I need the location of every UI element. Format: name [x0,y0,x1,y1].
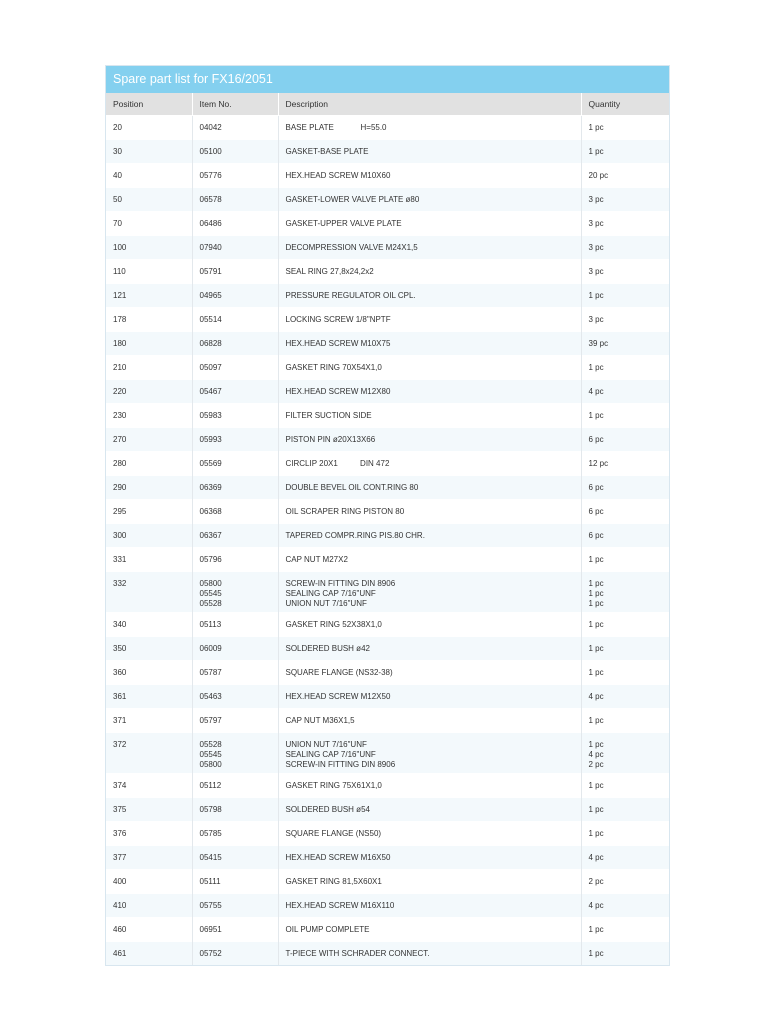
item-no-line: 05113 [199,620,222,629]
cell-description [278,380,581,404]
description-line: PISTON PIN ø20X13X66 [285,435,376,444]
cell-quantity [581,356,669,380]
description-line: UNION NUT 7/16"UNF [285,599,367,608]
item-no-line: 04965 [199,291,222,300]
item-no-line: 05796 [199,555,222,564]
cell-position: 372 [106,733,192,774]
table-row [106,452,669,476]
cell-position: 70 [106,212,192,236]
quantity-line: 2 pc [588,877,604,886]
cell-quantity [581,212,669,236]
cell-item-no [192,236,278,260]
cell-item-no [192,500,278,524]
cell-item-no [192,846,278,870]
cell-item-no [192,798,278,822]
cell-item-no [192,774,278,798]
quantity-line: 4 pc [588,387,604,396]
item-no-line: 05752 [199,949,222,958]
item-no-line: 05797 [199,716,222,725]
cell-description [278,404,581,428]
cell-quantity [581,404,669,428]
table-row [106,733,669,774]
item-no-line: 06367 [199,531,222,540]
cell-quantity [581,894,669,918]
cell-item-no [192,870,278,894]
table-row [106,918,669,942]
cell-description [278,661,581,685]
cell-description [278,332,581,356]
cell-position: 331 [106,548,192,572]
description-line: SCREW-IN FITTING DIN 8906 [285,579,396,588]
item-no-line: 05787 [199,668,222,677]
quantity-line: 6 pc [588,507,604,516]
cell-description [278,164,581,188]
cell-quantity [581,822,669,846]
cell-item-no [192,116,278,140]
cell-item-no [192,308,278,332]
quantity-line: 39 pc [588,339,609,348]
cell-position: 361 [106,685,192,709]
table-row [106,524,669,548]
table-row [106,572,669,613]
item-no-line: 06486 [199,219,222,228]
item-no-line: 04042 [199,123,222,132]
cell-quantity [581,140,669,164]
cell-quantity [581,548,669,572]
cell-position: 371 [106,709,192,733]
item-no-line: 05800 [199,579,222,588]
quantity-line: 1 pc [588,291,604,300]
item-no-line: 05785 [199,829,222,838]
description-line: GASKET-UPPER VALVE PLATE [285,219,402,228]
item-no-line: 05776 [199,171,222,180]
cell-item-no [192,613,278,637]
cell-quantity [581,685,669,709]
quantity-line: 1 pc [588,829,604,838]
quantity-line: 1 pc [588,123,604,132]
cell-position: 100 [106,236,192,260]
quantity-line: 4 pc [588,901,604,910]
cell-quantity [581,613,669,637]
cell-quantity [581,870,669,894]
cell-position: 350 [106,637,192,661]
cell-quantity [581,798,669,822]
cell-quantity [581,428,669,452]
table-row [106,404,669,428]
column-header-quantity: Quantity [581,93,669,116]
quantity-line: 4 pc [588,750,604,759]
cell-item-no [192,140,278,164]
table-row [106,380,669,404]
quantity-line: 4 pc [588,853,604,862]
cell-quantity [581,500,669,524]
table-row [106,685,669,709]
table-row [106,332,669,356]
table-row [106,942,669,966]
item-no-line: 05528 [199,740,222,749]
item-no-line: 05112 [199,781,222,790]
cell-description [278,822,581,846]
quantity-line: 1 pc [588,781,604,790]
description-line: SQUARE FLANGE (NS50) [285,829,382,838]
item-no-line: 06951 [199,925,222,934]
cell-quantity [581,260,669,284]
column-header-description: Description [278,93,581,116]
quantity-line: 1 pc [588,555,604,564]
table-row [106,476,669,500]
cell-description [278,452,581,476]
cell-item-no [192,212,278,236]
table-row [106,140,669,164]
table-row [106,613,669,637]
item-no-line: 06368 [199,507,222,516]
table-row [106,822,669,846]
cell-item-no [192,524,278,548]
cell-quantity [581,164,669,188]
spare-part-list [105,65,670,966]
item-no-line: 05993 [199,435,222,444]
cell-quantity [581,918,669,942]
cell-quantity [581,661,669,685]
cell-item-no [192,404,278,428]
description-line: GASKET-LOWER VALVE PLATE ø80 [285,195,420,204]
cell-item-no [192,822,278,846]
cell-position: 295 [106,500,192,524]
cell-item-no [192,661,278,685]
cell-description [278,356,581,380]
cell-quantity [581,308,669,332]
cell-position: 50 [106,188,192,212]
cell-position: 376 [106,822,192,846]
column-header-position: Position [106,93,192,116]
description-line: GASKET RING 52X38X1,0 [285,620,382,629]
cell-description [278,500,581,524]
description-line: T-PIECE WITH SCHRADER CONNECT. [285,949,430,958]
table-row [106,661,669,685]
description-line: SCREW-IN FITTING DIN 8906 [285,760,396,769]
cell-quantity [581,452,669,476]
cell-position: 290 [106,476,192,500]
item-no-line: 05528 [199,599,222,608]
cell-description [278,894,581,918]
cell-position: 280 [106,452,192,476]
table-row [106,548,669,572]
description-line: TAPERED COMPR.RING PIS.80 CHR. [285,531,425,540]
quantity-line: 1 pc [588,805,604,814]
cell-item-no [192,894,278,918]
table-row [106,236,669,260]
description-line: DOUBLE BEVEL OIL CONT.RING 80 [285,483,419,492]
cell-position: 410 [106,894,192,918]
quantity-line: 1 pc [588,599,604,608]
cell-position: 332 [106,572,192,613]
cell-item-no [192,260,278,284]
cell-item-no [192,942,278,966]
cell-position: 461 [106,942,192,966]
table-row [106,308,669,332]
cell-quantity [581,774,669,798]
item-no-line: 05798 [199,805,222,814]
item-no-line: 07940 [199,243,222,252]
item-no-line: 05791 [199,267,222,276]
cell-item-no [192,637,278,661]
item-no-line: 06578 [199,195,222,204]
cell-description [278,572,581,613]
cell-description [278,212,581,236]
cell-position: 180 [106,332,192,356]
cell-item-no [192,356,278,380]
cell-position: 270 [106,428,192,452]
cell-item-no [192,476,278,500]
cell-item-no [192,428,278,452]
cell-item-no [192,164,278,188]
description-line: BASE PLATE H=55.0 [285,123,387,132]
cell-position: 178 [106,308,192,332]
description-line: LOCKING SCREW 1/8"NPTF [285,315,391,324]
cell-item-no [192,918,278,942]
table-row [106,870,669,894]
cell-position: 374 [106,774,192,798]
item-no-line: 05755 [199,901,222,910]
quantity-line: 1 pc [588,589,604,598]
cell-quantity [581,332,669,356]
cell-description [278,798,581,822]
table-row [106,188,669,212]
item-no-line: 06828 [199,339,222,348]
cell-quantity [581,116,669,140]
description-line: PRESSURE REGULATOR OIL CPL. [285,291,416,300]
item-no-line: 05545 [199,589,222,598]
table-row [106,894,669,918]
item-no-line: 05463 [199,692,222,701]
description-line: OIL PUMP COMPLETE [285,925,370,934]
description-line: DECOMPRESSION VALVE M24X1,5 [285,243,418,252]
cell-description [278,116,581,140]
table-row [106,637,669,661]
cell-quantity [581,709,669,733]
item-no-line: 05111 [199,877,221,886]
cell-quantity [581,637,669,661]
cell-description [278,260,581,284]
description-line: SOLDERED BUSH ø54 [285,805,370,814]
cell-description [278,428,581,452]
cell-quantity [581,188,669,212]
cell-position: 110 [106,260,192,284]
cell-quantity [581,942,669,966]
quantity-line: 6 pc [588,435,604,444]
quantity-line: 1 pc [588,716,604,725]
cell-description [278,774,581,798]
table-row [106,164,669,188]
cell-position: 230 [106,404,192,428]
table-row [106,500,669,524]
cell-quantity [581,284,669,308]
cell-position: 20 [106,116,192,140]
cell-item-no [192,188,278,212]
table-row [106,798,669,822]
cell-item-no [192,332,278,356]
cell-position: 375 [106,798,192,822]
table-row [106,774,669,798]
cell-position: 377 [106,846,192,870]
description-line: HEX.HEAD SCREW M10X75 [285,339,391,348]
description-line: HEX.HEAD SCREW M16X50 [285,853,391,862]
item-no-line: 05800 [199,760,222,769]
cell-position: 210 [106,356,192,380]
description-line: SEALING CAP 7/16"UNF [285,750,376,759]
description-line: SOLDERED BUSH ø42 [285,644,370,653]
quantity-line: 1 pc [588,644,604,653]
quantity-line: 3 pc [588,315,604,324]
description-line: CAP NUT M36X1,5 [285,716,355,725]
quantity-line: 1 pc [588,579,604,588]
parts-table [106,93,669,965]
cell-quantity [581,572,669,613]
description-line: SQUARE FLANGE (NS32-38) [285,668,393,677]
cell-description [278,284,581,308]
quantity-line: 1 pc [588,949,604,958]
item-no-line: 05514 [199,315,222,324]
description-line: SEALING CAP 7/16"UNF [285,589,376,598]
description-line: CIRCLIP 20X1 DIN 472 [285,459,390,468]
quantity-line: 3 pc [588,267,604,276]
cell-item-no [192,733,278,774]
cell-description [278,918,581,942]
table-title: Spare part list for FX16/2051 [106,66,669,93]
cell-position: 400 [106,870,192,894]
cell-quantity [581,524,669,548]
item-no-line: 06009 [199,644,222,653]
header-row [106,93,669,116]
cell-position: 121 [106,284,192,308]
cell-position: 300 [106,524,192,548]
item-no-line: 05100 [199,147,222,156]
cell-description [278,188,581,212]
cell-position: 340 [106,613,192,637]
quantity-line: 6 pc [588,531,604,540]
table-row [106,212,669,236]
description-line: GASKET-BASE PLATE [285,147,369,156]
quantity-line: 1 pc [588,620,604,629]
table-row [106,428,669,452]
cell-description [278,846,581,870]
quantity-line: 2 pc [588,760,604,769]
description-line: GASKET RING 81,5X60X1 [285,877,382,886]
description-line: UNION NUT 7/16"UNF [285,740,367,749]
cell-position: 30 [106,140,192,164]
quantity-line: 1 pc [588,925,604,934]
cell-description [278,140,581,164]
quantity-line: 3 pc [588,195,604,204]
description-line: HEX.HEAD SCREW M12X80 [285,387,391,396]
cell-item-no [192,452,278,476]
table-row [106,284,669,308]
quantity-line: 6 pc [588,483,604,492]
quantity-line: 1 pc [588,740,604,749]
description-line: HEX.HEAD SCREW M16X110 [285,901,395,910]
cell-position: 360 [106,661,192,685]
cell-description [278,733,581,774]
cell-description [278,613,581,637]
cell-position: 460 [106,918,192,942]
item-no-line: 05415 [199,853,222,862]
cell-item-no [192,685,278,709]
cell-item-no [192,548,278,572]
cell-position: 220 [106,380,192,404]
cell-quantity [581,733,669,774]
quantity-line: 3 pc [588,243,604,252]
table-row [106,846,669,870]
cell-description [278,236,581,260]
cell-quantity [581,380,669,404]
table-row [106,709,669,733]
cell-description [278,308,581,332]
cell-description [278,524,581,548]
item-no-line: 05467 [199,387,222,396]
cell-item-no [192,572,278,613]
cell-item-no [192,709,278,733]
cell-item-no [192,284,278,308]
description-line: FILTER SUCTION SIDE [285,411,372,420]
cell-quantity [581,846,669,870]
description-line: CAP NUT M27X2 [285,555,348,564]
quantity-line: 1 pc [588,363,604,372]
table-row [106,116,669,140]
quantity-line: 1 pc [588,411,604,420]
cell-quantity [581,236,669,260]
quantity-line: 1 pc [588,147,604,156]
cell-description [278,685,581,709]
description-line: GASKET RING 70X54X1,0 [285,363,382,372]
cell-quantity [581,476,669,500]
table-row [106,356,669,380]
cell-position: 40 [106,164,192,188]
description-line: GASKET RING 75X61X1,0 [285,781,382,790]
description-line: SEAL RING 27,8x24,2x2 [285,267,374,276]
quantity-line: 3 pc [588,219,604,228]
cell-item-no [192,380,278,404]
quantity-line: 1 pc [588,668,604,677]
item-no-line: 05569 [199,459,222,468]
item-no-line: 05097 [199,363,222,372]
quantity-line: 12 pc [588,459,609,468]
cell-description [278,548,581,572]
table-row [106,260,669,284]
cell-description [278,637,581,661]
description-line: OIL SCRAPER RING PISTON 80 [285,507,405,516]
item-no-line: 05983 [199,411,222,420]
description-line: HEX.HEAD SCREW M12X50 [285,692,391,701]
column-header-item-no: Item No. [192,93,278,116]
quantity-line: 4 pc [588,692,604,701]
cell-description [278,476,581,500]
quantity-line: 20 pc [588,171,609,180]
cell-description [278,709,581,733]
cell-description [278,942,581,966]
description-line: HEX.HEAD SCREW M10X60 [285,171,391,180]
item-no-line: 06369 [199,483,222,492]
cell-description [278,870,581,894]
item-no-line: 05545 [199,750,222,759]
